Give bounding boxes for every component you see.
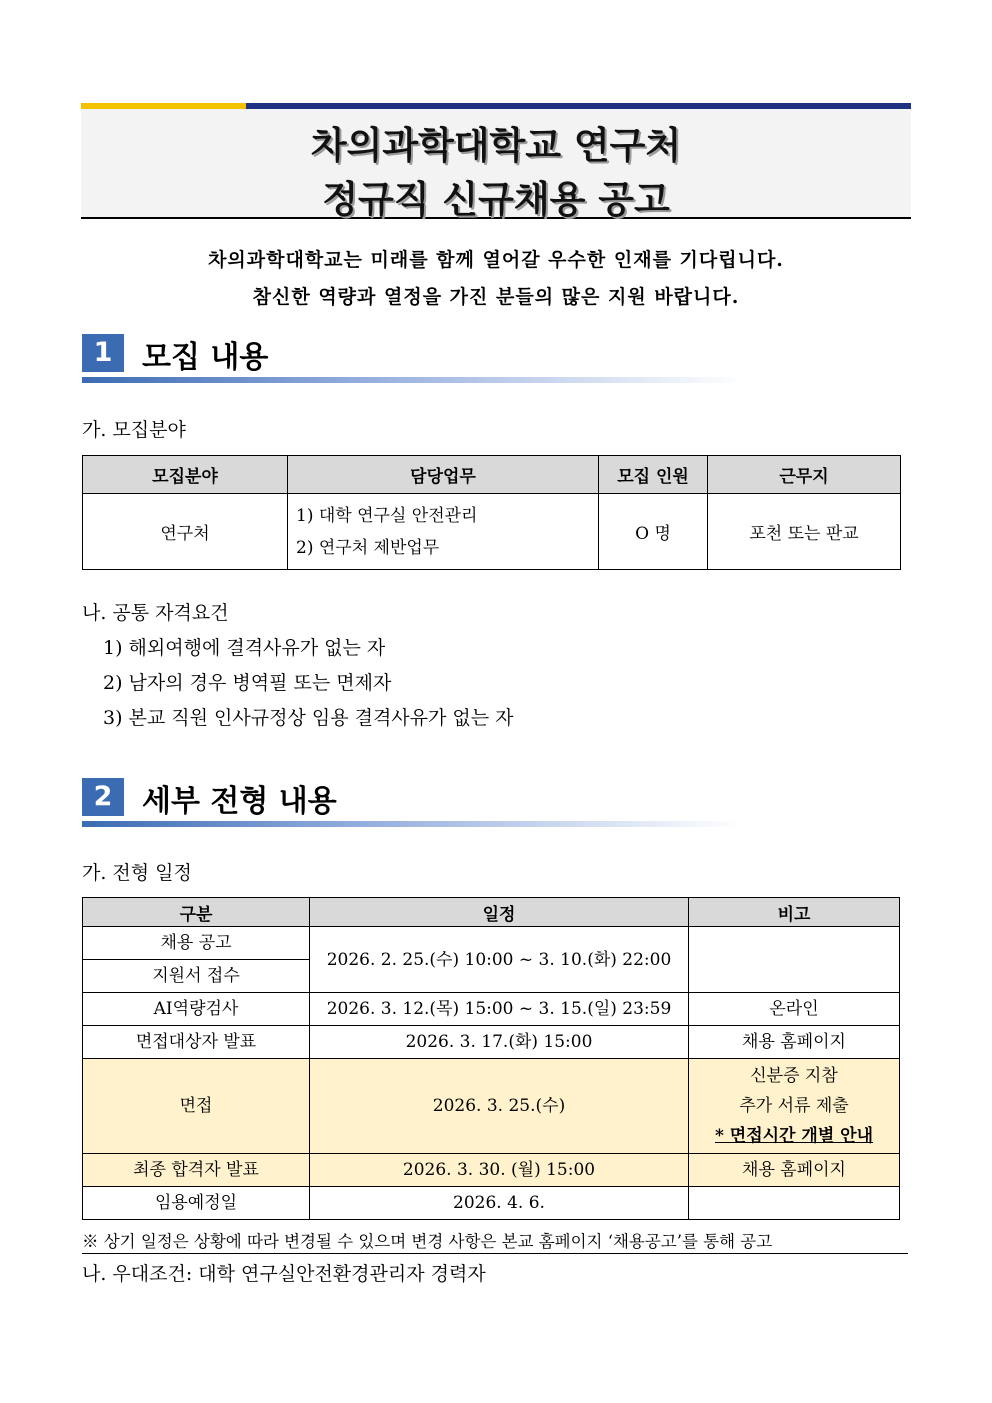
cell-stage: 임용예정일 (83, 1187, 310, 1220)
section2-heading (82, 778, 742, 830)
table-row (83, 494, 901, 570)
requirement-item: 3) 본교 직원 인사규정상 임용 결격사유가 없는 자 (103, 707, 514, 729)
table-row (83, 1059, 900, 1154)
table-row (83, 993, 900, 1026)
intro-line1: 차의과학대학교는 미래를 함께 열어갈 우수한 인재를 기다립니다. (208, 249, 784, 271)
recruit-table (82, 455, 901, 570)
header-date: 일정 (310, 898, 689, 927)
intro-line2: 참신한 역량과 열정을 가진 분들의 많은 지원 바랍니다. (252, 286, 740, 308)
header-count: 모집 인원 (599, 456, 708, 494)
cell-stage: 지원서 접수 (83, 960, 310, 993)
table-row (83, 1187, 900, 1220)
cell-date: 2026. 3. 17.(화) 15:00 (310, 1026, 689, 1059)
schedule-footnote: ※ 상기 일정은 상황에 따라 변경될 수 있으며 변경 사항은 본교 홈페이지 ‘채용공고’를 통해 공고 (82, 1228, 908, 1254)
note-line: 추가 서류 제출 (739, 1096, 849, 1116)
schedule-table (82, 897, 900, 1220)
cell-field: 연구처 (83, 494, 288, 570)
cell-note (689, 1059, 900, 1154)
requirement-item: 1) 해외여행에 결격사유가 없는 자 (103, 637, 386, 659)
section1-sub-b: 나. 공통 자격요건 (82, 602, 229, 624)
section1-number: 1 (82, 334, 124, 372)
cell-note (689, 927, 900, 993)
note-line-emphasis: * 면접시간 개별 안내 (714, 1126, 874, 1146)
cell-note: 채용 홈페이지 (689, 1154, 900, 1187)
cell-date: 2026. 4. 6. (310, 1187, 689, 1220)
header-note: 비고 (689, 898, 900, 927)
cell-stage: 면접대상자 발표 (83, 1026, 310, 1059)
cell-stage: AI역량검사 (83, 993, 310, 1026)
section2-sub-b: 나. 우대조건: 대학 연구실안전환경관리자 경력자 (82, 1263, 486, 1285)
section2-sub-a: 가. 전형 일정 (82, 862, 192, 884)
header-duty: 담당업무 (288, 456, 599, 494)
cell-stage: 채용 공고 (83, 927, 310, 960)
section2-underline (82, 821, 742, 827)
requirement-item: 2) 남자의 경우 병역필 또는 면제자 (103, 672, 392, 694)
cell-duty (288, 494, 599, 570)
section1-title: 모집 내용 (142, 340, 269, 375)
duty-item: 2) 연구처 제반업무 (296, 537, 440, 558)
section2-number: 2 (82, 778, 124, 816)
header-stage: 구분 (83, 898, 310, 927)
table-row (83, 927, 900, 960)
table-row (83, 1154, 900, 1187)
table-header-row (83, 456, 901, 494)
section1-heading (82, 334, 742, 386)
cell-note (689, 1187, 900, 1220)
page-title-line2: 정규직 신규채용 공고 (322, 178, 670, 221)
cell-location: 포천 또는 판교 (708, 494, 901, 570)
section1-underline (82, 377, 742, 383)
header-field: 모집분야 (83, 456, 288, 494)
section1-sub-a: 가. 모집분야 (82, 419, 186, 441)
cell-date: 2026. 2. 25.(수) 10:00 ~ 3. 10.(화) 22:00 (310, 927, 689, 993)
cell-stage: 최종 합격자 발표 (83, 1154, 310, 1187)
cell-note: 온라인 (689, 993, 900, 1026)
cell-date: 2026. 3. 12.(목) 15:00 ~ 3. 15.(일) 23:59 (310, 993, 689, 1026)
cell-note: 채용 홈페이지 (689, 1026, 900, 1059)
title-banner (81, 103, 911, 219)
header-location: 근무지 (708, 456, 901, 494)
table-header-row (83, 898, 900, 927)
table-row (83, 1026, 900, 1059)
duty-item: 1) 대학 연구실 안전관리 (296, 505, 478, 526)
cell-count: O 명 (599, 494, 708, 570)
page-title-line1: 차의과학대학교 연구처 (310, 124, 682, 167)
cell-stage: 면접 (83, 1059, 310, 1154)
cell-date: 2026. 3. 25.(수) (310, 1059, 689, 1154)
title-accent-navy (246, 103, 911, 109)
section2-title: 세부 전형 내용 (142, 784, 337, 819)
note-line: 신분증 지참 (750, 1066, 838, 1086)
title-accent-gold (81, 103, 246, 109)
cell-date: 2026. 3. 30. (월) 15:00 (310, 1154, 689, 1187)
